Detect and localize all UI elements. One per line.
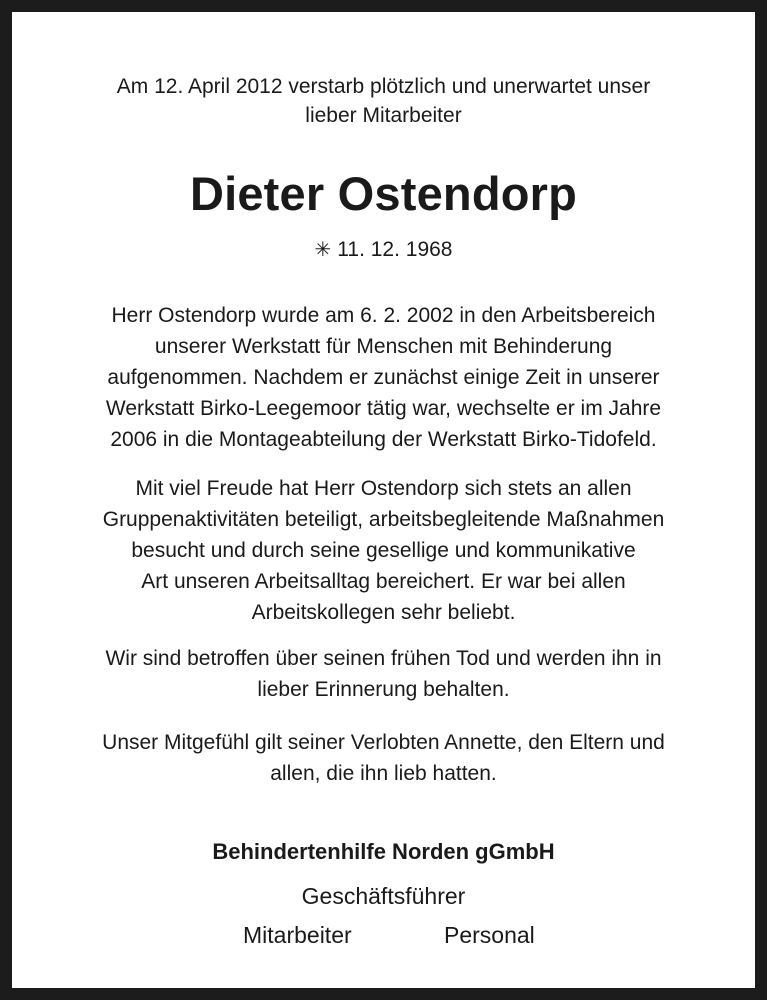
- birth-star-icon: ✳: [314, 237, 332, 261]
- paragraph-line: Art unseren Arbeitsalltag bereichert. Er war bei allen: [141, 570, 626, 593]
- paragraph-line: unserer Werkstatt für Menschen mit Behinderung: [154, 335, 613, 358]
- paragraph-line: Wir sind betroffen über seinen frühen Tod und werden ihn in: [105, 647, 662, 670]
- paragraph-line: Unser Mitgefühl gilt seiner Verlobten Annette, den Eltern und: [102, 731, 665, 754]
- paragraph-tribute: [24, 473, 743, 628]
- paragraph-line: lieber Erinnerung behalten.: [257, 678, 510, 701]
- signatory-staff: Mitarbeiter: [243, 922, 352, 948]
- paragraph-memory: [24, 643, 743, 705]
- paragraph-line: allen, die ihn lieb hatten.: [270, 762, 497, 785]
- birth-date: 11. 12. 1968: [337, 238, 453, 261]
- signatory-personnel: Personal: [444, 922, 535, 948]
- signatory-role: Geschäftsführer: [301, 883, 466, 909]
- organization-name: Behindertenhilfe Norden gGmbH: [212, 839, 555, 864]
- deceased-name: Dieter Ostendorp: [189, 167, 578, 220]
- intro-text: [24, 72, 743, 130]
- intro-line: Am 12. April 2012 verstarb plötzlich und unerwartet unser: [116, 75, 651, 98]
- birth-date-line: [24, 235, 743, 264]
- intro-line: lieber Mitarbeiter: [305, 104, 462, 127]
- paragraph-line: Mit viel Freude hat Herr Ostendorp sich stets an allen: [135, 477, 632, 500]
- paragraph-line: 2006 in die Montageabteilung der Werkstatt Birko-Tidofeld.: [110, 428, 657, 451]
- paragraph-line: Herr Ostendorp wurde am 6. 2. 2002 in den Arbeitsbereich: [111, 304, 656, 327]
- paragraph-line: besucht und durch seine gesellige und kommunikative: [131, 539, 636, 562]
- paragraph-career: [24, 300, 743, 455]
- paragraph-line: Werkstatt Birko-Leegemoor tätig war, wechselte er im Jahre: [105, 397, 662, 420]
- paragraph-condolence: [24, 727, 743, 789]
- paragraph-line: aufgenommen. Nachdem er zunächst einige Zeit in unserer: [107, 366, 660, 389]
- paragraph-line: Gruppenaktivitäten beteiligt, arbeitsbegleitende Maßnahmen: [102, 508, 665, 531]
- paragraph-line: Arbeitskollegen sehr beliebt.: [251, 601, 516, 624]
